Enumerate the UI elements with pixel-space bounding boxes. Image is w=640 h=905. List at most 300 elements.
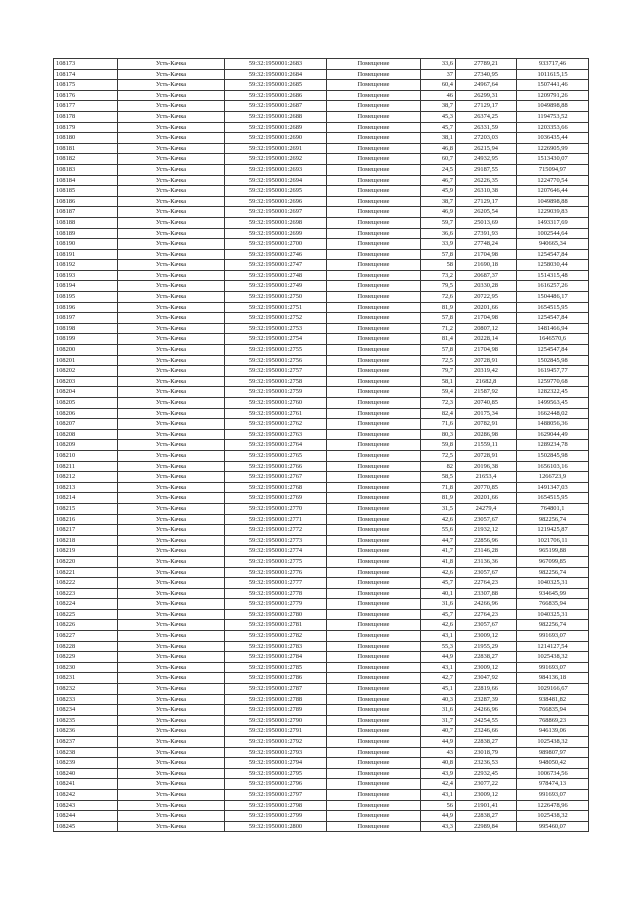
unit-price-cell: 20286,98 — [456, 429, 517, 440]
area-cell: 71,6 — [421, 419, 456, 430]
object-type-cell: Помещение — [327, 578, 421, 589]
area-cell: 31,6 — [421, 599, 456, 610]
area-cell: 46,8 — [421, 143, 456, 154]
area-cell: 46 — [421, 90, 456, 101]
unit-price-cell: 20740,85 — [456, 398, 517, 409]
table-row — [54, 673, 589, 684]
location-cell: Усть-Качка — [118, 472, 225, 483]
cadastral-value-cell: 940665,34 — [517, 239, 589, 250]
table-row — [54, 578, 589, 589]
record-number-cell: 108208 — [54, 429, 118, 440]
object-type-cell: Помещение — [327, 366, 421, 377]
location-cell: Усть-Качка — [118, 620, 225, 631]
cadastral-value-cell: 1040325,31 — [517, 609, 589, 620]
area-cell: 43,3 — [421, 821, 456, 832]
record-number-cell: 108195 — [54, 292, 118, 303]
object-type-cell: Помещение — [327, 133, 421, 144]
location-cell: Усть-Качка — [118, 196, 225, 207]
unit-price-cell: 23287,39 — [456, 694, 517, 705]
location-cell: Усть-Качка — [118, 440, 225, 451]
object-type-cell: Помещение — [327, 673, 421, 684]
cadastral-value-cell: 1011615,15 — [517, 69, 589, 80]
object-type-cell: Помещение — [327, 535, 421, 546]
area-cell: 79,7 — [421, 366, 456, 377]
record-number-cell: 108240 — [54, 768, 118, 779]
record-number-cell: 108175 — [54, 80, 118, 91]
table-row — [54, 59, 589, 70]
cadastral-number-cell: 59:32:1950001:2753 — [225, 323, 327, 334]
location-cell: Усть-Качка — [118, 652, 225, 663]
record-number-cell: 108181 — [54, 143, 118, 154]
table-row — [54, 239, 589, 250]
area-cell: 31,6 — [421, 705, 456, 716]
location-cell: Усть-Качка — [118, 673, 225, 684]
record-number-cell: 108213 — [54, 482, 118, 493]
table-row — [54, 684, 589, 695]
cadastral-value-cell: 978474,13 — [517, 779, 589, 790]
unit-price-cell: 26331,59 — [456, 122, 517, 133]
location-cell: Усть-Качка — [118, 313, 225, 324]
unit-price-cell: 26215,94 — [456, 143, 517, 154]
area-cell: 72,5 — [421, 355, 456, 366]
location-cell: Усть-Качка — [118, 366, 225, 377]
cadastral-value-cell: 764801,1 — [517, 503, 589, 514]
record-number-cell: 108237 — [54, 737, 118, 748]
object-type-cell: Помещение — [327, 546, 421, 557]
area-cell: 40,3 — [421, 694, 456, 705]
cadastral-value-cell: 1502845,98 — [517, 355, 589, 366]
cadastral-value-cell: 1654515,95 — [517, 493, 589, 504]
area-cell: 41,8 — [421, 556, 456, 567]
location-cell: Усть-Качка — [118, 578, 225, 589]
object-type-cell: Помещение — [327, 143, 421, 154]
location-cell: Усть-Качка — [118, 270, 225, 281]
location-cell: Усть-Качка — [118, 143, 225, 154]
unit-price-cell: 22838,27 — [456, 652, 517, 663]
table-row — [54, 133, 589, 144]
record-number-cell: 108179 — [54, 122, 118, 133]
unit-price-cell: 20782,91 — [456, 419, 517, 430]
record-number-cell: 108227 — [54, 631, 118, 642]
area-cell: 81,9 — [421, 302, 456, 313]
cadastral-value-cell: 934645,99 — [517, 588, 589, 599]
table-row — [54, 620, 589, 631]
table-row — [54, 440, 589, 451]
unit-price-cell: 29187,55 — [456, 164, 517, 175]
table-row — [54, 186, 589, 197]
object-type-cell: Помещение — [327, 450, 421, 461]
cadastral-number-cell: 59:32:1950001:2683 — [225, 59, 327, 70]
location-cell: Усть-Качка — [118, 705, 225, 716]
cadastral-number-cell: 59:32:1950001:2691 — [225, 143, 327, 154]
record-number-cell: 108217 — [54, 525, 118, 536]
location-cell: Усть-Качка — [118, 609, 225, 620]
cadastral-number-cell: 59:32:1950001:2783 — [225, 641, 327, 652]
record-number-cell: 108228 — [54, 641, 118, 652]
table-row — [54, 546, 589, 557]
table-row — [54, 493, 589, 504]
location-cell: Усть-Качка — [118, 525, 225, 536]
cadastral-number-cell: 59:32:1950001:2778 — [225, 588, 327, 599]
table-row — [54, 535, 589, 546]
area-cell: 42,7 — [421, 673, 456, 684]
table-row — [54, 143, 589, 154]
area-cell: 38,7 — [421, 196, 456, 207]
area-cell: 42,6 — [421, 620, 456, 631]
location-cell: Усть-Качка — [118, 503, 225, 514]
table-row — [54, 800, 589, 811]
cadastral-value-cell: 1656103,16 — [517, 461, 589, 472]
record-number-cell: 108194 — [54, 281, 118, 292]
location-cell: Усть-Качка — [118, 398, 225, 409]
area-cell: 38,1 — [421, 133, 456, 144]
table-row — [54, 228, 589, 239]
unit-price-cell: 21932,12 — [456, 525, 517, 536]
unit-price-cell: 21704,98 — [456, 313, 517, 324]
object-type-cell: Помещение — [327, 207, 421, 218]
unit-price-cell: 26205,54 — [456, 207, 517, 218]
area-cell: 43,9 — [421, 768, 456, 779]
cadastral-number-cell: 59:32:1950001:2695 — [225, 186, 327, 197]
area-cell: 31,7 — [421, 715, 456, 726]
cadastral-value-cell: 1002544,64 — [517, 228, 589, 239]
cadastral-value-cell: 1491347,03 — [517, 482, 589, 493]
cadastral-value-cell: 1616257,26 — [517, 281, 589, 292]
unit-price-cell: 21559,11 — [456, 440, 517, 451]
cadastral-value-cell: 1254547,84 — [517, 313, 589, 324]
area-cell: 80,3 — [421, 429, 456, 440]
location-cell: Усть-Качка — [118, 482, 225, 493]
location-cell: Усть-Качка — [118, 779, 225, 790]
table-row — [54, 747, 589, 758]
object-type-cell: Помещение — [327, 196, 421, 207]
table-row — [54, 715, 589, 726]
cadastral-number-cell: 59:32:1950001:2798 — [225, 800, 327, 811]
cadastral-value-cell: 1194753,52 — [517, 111, 589, 122]
record-number-cell: 108178 — [54, 111, 118, 122]
location-cell: Усть-Качка — [118, 789, 225, 800]
cadastral-number-cell: 59:32:1950001:2697 — [225, 207, 327, 218]
cadastral-value-cell: 1229039,83 — [517, 207, 589, 218]
object-type-cell: Помещение — [327, 270, 421, 281]
cadastral-number-cell: 59:32:1950001:2761 — [225, 408, 327, 419]
table-row — [54, 292, 589, 303]
location-cell: Усть-Качка — [118, 376, 225, 387]
object-type-cell: Помещение — [327, 122, 421, 133]
unit-price-cell: 24266,96 — [456, 599, 517, 610]
area-cell: 43,1 — [421, 631, 456, 642]
area-cell: 72,5 — [421, 450, 456, 461]
unit-price-cell: 20175,34 — [456, 408, 517, 419]
object-type-cell: Помещение — [327, 313, 421, 324]
object-type-cell: Помещение — [327, 768, 421, 779]
record-number-cell: 108184 — [54, 175, 118, 186]
area-cell: 40,8 — [421, 758, 456, 769]
record-number-cell: 108193 — [54, 270, 118, 281]
cadastral-number-cell: 59:32:1950001:2790 — [225, 715, 327, 726]
cadastral-value-cell: 1025438,32 — [517, 652, 589, 663]
cadastral-value-cell: 1662448,02 — [517, 408, 589, 419]
location-cell: Усть-Качка — [118, 556, 225, 567]
area-cell: 60,7 — [421, 154, 456, 165]
cadastral-number-cell: 59:32:1950001:2785 — [225, 662, 327, 673]
record-number-cell: 108202 — [54, 366, 118, 377]
table-row — [54, 334, 589, 345]
cadastral-value-cell: 1514315,48 — [517, 270, 589, 281]
location-cell: Усть-Качка — [118, 302, 225, 313]
table-row — [54, 154, 589, 165]
area-cell: 57,8 — [421, 249, 456, 260]
area-cell: 40,7 — [421, 726, 456, 737]
table-row — [54, 429, 589, 440]
cadastral-number-cell: 59:32:1950001:2797 — [225, 789, 327, 800]
object-type-cell: Помещение — [327, 323, 421, 334]
record-number-cell: 108192 — [54, 260, 118, 271]
object-type-cell: Помещение — [327, 789, 421, 800]
table-row — [54, 270, 589, 281]
location-cell: Усть-Качка — [118, 737, 225, 748]
area-cell: 44,9 — [421, 811, 456, 822]
object-type-cell: Помещение — [327, 747, 421, 758]
table-row — [54, 281, 589, 292]
location-cell: Усть-Качка — [118, 535, 225, 546]
table-row — [54, 567, 589, 578]
cadastral-number-cell: 59:32:1950001:2774 — [225, 546, 327, 557]
cadastral-number-cell: 59:32:1950001:2698 — [225, 217, 327, 228]
cadastral-value-cell: 989807,97 — [517, 747, 589, 758]
object-type-cell: Помещение — [327, 821, 421, 832]
record-number-cell: 108244 — [54, 811, 118, 822]
object-type-cell: Помещение — [327, 281, 421, 292]
unit-price-cell: 26374,25 — [456, 111, 517, 122]
unit-price-cell: 23057,67 — [456, 567, 517, 578]
area-cell: 59,7 — [421, 217, 456, 228]
cadastral-number-cell: 59:32:1950001:2795 — [225, 768, 327, 779]
unit-price-cell: 24254,55 — [456, 715, 517, 726]
cadastral-value-cell: 1258030,44 — [517, 260, 589, 271]
cadastral-number-cell: 59:32:1950001:2768 — [225, 482, 327, 493]
register-table-body — [54, 59, 589, 832]
cadastral-value-cell: 965199,88 — [517, 546, 589, 557]
object-type-cell: Помещение — [327, 260, 421, 271]
location-cell: Усть-Качка — [118, 631, 225, 642]
area-cell: 44,9 — [421, 737, 456, 748]
location-cell: Усть-Качка — [118, 684, 225, 695]
object-type-cell: Помещение — [327, 249, 421, 260]
location-cell: Усть-Качка — [118, 461, 225, 472]
area-cell: 72,3 — [421, 398, 456, 409]
object-type-cell: Помещение — [327, 228, 421, 239]
area-cell: 24,5 — [421, 164, 456, 175]
table-row — [54, 355, 589, 366]
unit-price-cell: 24266,96 — [456, 705, 517, 716]
unit-price-cell: 27203,03 — [456, 133, 517, 144]
cadastral-value-cell: 1504486,17 — [517, 292, 589, 303]
location-cell: Усть-Качка — [118, 387, 225, 398]
cadastral-number-cell: 59:32:1950001:2748 — [225, 270, 327, 281]
unit-price-cell: 20201,66 — [456, 493, 517, 504]
table-row — [54, 652, 589, 663]
object-type-cell: Помещение — [327, 662, 421, 673]
table-row — [54, 313, 589, 324]
table-row — [54, 302, 589, 313]
table-row — [54, 164, 589, 175]
cadastral-number-cell: 59:32:1950001:2779 — [225, 599, 327, 610]
table-row — [54, 175, 589, 186]
record-number-cell: 108176 — [54, 90, 118, 101]
object-type-cell: Помещение — [327, 59, 421, 70]
cadastral-number-cell: 59:32:1950001:2793 — [225, 747, 327, 758]
cadastral-value-cell: 982256,74 — [517, 620, 589, 631]
record-number-cell: 108203 — [54, 376, 118, 387]
cadastral-number-cell: 59:32:1950001:2699 — [225, 228, 327, 239]
cadastral-value-cell: 1289234,78 — [517, 440, 589, 451]
area-cell: 46,7 — [421, 175, 456, 186]
record-number-cell: 108173 — [54, 59, 118, 70]
unit-price-cell: 23009,12 — [456, 631, 517, 642]
unit-price-cell: 24279,4 — [456, 503, 517, 514]
object-type-cell: Помещение — [327, 641, 421, 652]
cadastral-number-cell: 59:32:1950001:2792 — [225, 737, 327, 748]
cadastral-number-cell: 59:32:1950001:2757 — [225, 366, 327, 377]
object-type-cell: Помещение — [327, 684, 421, 695]
cadastral-number-cell: 59:32:1950001:2693 — [225, 164, 327, 175]
unit-price-cell: 21653,4 — [456, 472, 517, 483]
object-type-cell: Помещение — [327, 556, 421, 567]
record-number-cell: 108238 — [54, 747, 118, 758]
object-type-cell: Помещение — [327, 186, 421, 197]
unit-price-cell: 20687,37 — [456, 270, 517, 281]
area-cell: 42,6 — [421, 514, 456, 525]
table-row — [54, 450, 589, 461]
area-cell: 79,5 — [421, 281, 456, 292]
table-row — [54, 207, 589, 218]
unit-price-cell: 20770,85 — [456, 482, 517, 493]
location-cell: Усть-Качка — [118, 59, 225, 70]
cadastral-number-cell: 59:32:1950001:2794 — [225, 758, 327, 769]
table-row — [54, 525, 589, 536]
cadastral-value-cell: 982256,74 — [517, 514, 589, 525]
unit-price-cell: 27129,17 — [456, 101, 517, 112]
unit-price-cell: 22856,96 — [456, 535, 517, 546]
area-cell: 41,7 — [421, 546, 456, 557]
cadastral-number-cell: 59:32:1950001:2777 — [225, 578, 327, 589]
cadastral-number-cell: 59:32:1950001:2758 — [225, 376, 327, 387]
cadastral-number-cell: 59:32:1950001:2755 — [225, 345, 327, 356]
location-cell: Усть-Качка — [118, 111, 225, 122]
cadastral-number-cell: 59:32:1950001:2752 — [225, 313, 327, 324]
cadastral-value-cell: 933717,46 — [517, 59, 589, 70]
cadastral-number-cell: 59:32:1950001:2687 — [225, 101, 327, 112]
area-cell: 44,9 — [421, 652, 456, 663]
table-row — [54, 758, 589, 769]
area-cell: 81,4 — [421, 334, 456, 345]
location-cell: Усть-Качка — [118, 726, 225, 737]
unit-price-cell: 26310,38 — [456, 186, 517, 197]
cadastral-value-cell: 995460,07 — [517, 821, 589, 832]
object-type-cell: Помещение — [327, 525, 421, 536]
location-cell: Усть-Качка — [118, 228, 225, 239]
record-number-cell: 108223 — [54, 588, 118, 599]
unit-price-cell: 23057,67 — [456, 514, 517, 525]
location-cell: Усть-Качка — [118, 758, 225, 769]
location-cell: Усть-Качка — [118, 747, 225, 758]
record-number-cell: 108205 — [54, 398, 118, 409]
cadastral-value-cell: 1029166,67 — [517, 684, 589, 695]
cadastral-number-cell: 59:32:1950001:2786 — [225, 673, 327, 684]
unit-price-cell: 27789,21 — [456, 59, 517, 70]
object-type-cell: Помещение — [327, 387, 421, 398]
cadastral-number-cell: 59:32:1950001:2760 — [225, 398, 327, 409]
table-row — [54, 503, 589, 514]
record-number-cell: 108231 — [54, 673, 118, 684]
unit-price-cell: 21955,29 — [456, 641, 517, 652]
area-cell: 33,6 — [421, 59, 456, 70]
unit-price-cell: 20728,91 — [456, 355, 517, 366]
object-type-cell: Помещение — [327, 292, 421, 303]
table-row — [54, 323, 589, 334]
unit-price-cell: 22764,23 — [456, 609, 517, 620]
table-row — [54, 101, 589, 112]
cadastral-value-cell: 946139,06 — [517, 726, 589, 737]
cadastral-value-cell: 1226905,99 — [517, 143, 589, 154]
unit-price-cell: 20196,38 — [456, 461, 517, 472]
table-row — [54, 366, 589, 377]
cadastral-number-cell: 59:32:1950001:2773 — [225, 535, 327, 546]
cadastral-value-cell: 715094,97 — [517, 164, 589, 175]
area-cell: 57,8 — [421, 313, 456, 324]
record-number-cell: 108198 — [54, 323, 118, 334]
area-cell: 45,1 — [421, 684, 456, 695]
record-number-cell: 108216 — [54, 514, 118, 525]
area-cell: 57,8 — [421, 345, 456, 356]
table-row — [54, 398, 589, 409]
location-cell: Усть-Качка — [118, 493, 225, 504]
cadastral-value-cell: 984136,18 — [517, 673, 589, 684]
unit-price-cell: 22932,45 — [456, 768, 517, 779]
record-number-cell: 108224 — [54, 599, 118, 610]
cadastral-number-cell: 59:32:1950001:2694 — [225, 175, 327, 186]
record-number-cell: 108221 — [54, 567, 118, 578]
cadastral-number-cell: 59:32:1950001:2749 — [225, 281, 327, 292]
cadastral-value-cell: 1049898,88 — [517, 196, 589, 207]
table-row — [54, 111, 589, 122]
area-cell: 60,4 — [421, 80, 456, 91]
record-number-cell: 108177 — [54, 101, 118, 112]
area-cell: 45,7 — [421, 578, 456, 589]
cadastral-number-cell: 59:32:1950001:2769 — [225, 493, 327, 504]
record-number-cell: 108234 — [54, 705, 118, 716]
record-number-cell: 108187 — [54, 207, 118, 218]
cadastral-value-cell: 1025438,32 — [517, 737, 589, 748]
location-cell: Усть-Качка — [118, 90, 225, 101]
cadastral-number-cell: 59:32:1950001:2750 — [225, 292, 327, 303]
cadastral-value-cell: 1507441,46 — [517, 80, 589, 91]
table-row — [54, 69, 589, 80]
unit-price-cell: 20228,14 — [456, 334, 517, 345]
table-row — [54, 419, 589, 430]
record-number-cell: 108212 — [54, 472, 118, 483]
object-type-cell: Помещение — [327, 175, 421, 186]
cadastral-value-cell: 982256,74 — [517, 567, 589, 578]
cadastral-value-cell: 1021706,11 — [517, 535, 589, 546]
object-type-cell: Помещение — [327, 302, 421, 313]
cadastral-number-cell: 59:32:1950001:2754 — [225, 334, 327, 345]
record-number-cell: 108232 — [54, 684, 118, 695]
unit-price-cell: 21704,98 — [456, 249, 517, 260]
table-row — [54, 376, 589, 387]
object-type-cell: Помещение — [327, 440, 421, 451]
